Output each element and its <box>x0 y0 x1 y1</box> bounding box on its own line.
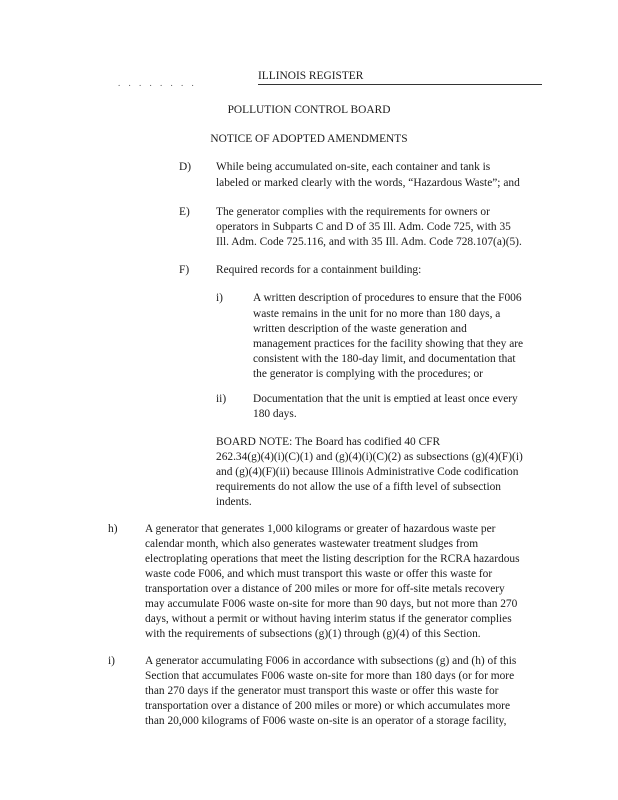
item-fi-line: waste remains in the unit for no more than 180 days, a <box>253 308 501 320</box>
item-fi-line: management practices for the facility showing that they are <box>253 338 524 350</box>
register-title: ILLINOIS REGISTER <box>258 70 364 82</box>
item-h-line: with the requirements of subsections (g)(1) through (g)(4) of this Section. <box>145 628 481 640</box>
item-e-line: The generator complies with the requirements for owners or <box>216 206 490 218</box>
board-title: POLLUTION CONTROL BOARD <box>227 104 391 116</box>
item-i-line: than 20,000 kilograms of F006 waste on-site is an operator of a storage facility, <box>145 715 507 727</box>
item-e-line: operators in Subparts C and D of 35 Ill. Adm. Code 725, with 35 <box>216 221 511 233</box>
item-fi-line: the generator is complying with the procedures; or <box>253 368 483 380</box>
item-h-label: h) <box>108 523 118 535</box>
item-h-line: electroplating operations that meet the listing description for the RCRA hazardous <box>145 553 520 565</box>
board-note-line: BOARD NOTE: The Board has codified 40 CFR <box>216 436 441 448</box>
item-f-line: Required records for a containment building: <box>216 264 422 276</box>
item-fii-line: Documentation that the unit is emptied at least once every <box>253 393 518 405</box>
notice-title: NOTICE OF ADOPTED AMENDMENTS <box>210 133 408 145</box>
item-e-line: Ill. Adm. Code 725.116, and with 35 Ill. Adm. Code 728.107(a)(5). <box>216 236 522 248</box>
header-marks: . . . . . . . . <box>118 78 197 88</box>
item-fi-line: A written description of procedures to ensure that the F006 <box>253 292 522 304</box>
item-h-line: waste code F006, and which must transport this waste or offer this waste for <box>145 568 493 580</box>
board-note-line: 262.34(g)(4)(i)(C)(1) and (g)(4)(i)(C)(2) as subsections (g)(4)(F)(i) <box>216 451 523 463</box>
item-i-line: A generator accumulating F006 in accordance with subsections (g) and (h) of this <box>145 655 517 667</box>
item-i-line: Section that accumulates F006 waste on-site for more than 180 days (or for more <box>145 670 515 682</box>
item-f-label: F) <box>179 264 190 276</box>
item-fii-line: 180 days. <box>253 408 297 420</box>
item-h-line: transportation over a distance of 200 miles or more for off-site metals recovery <box>145 583 505 595</box>
item-fii-label: ii) <box>216 393 227 405</box>
item-h-line: A generator that generates 1,000 kilograms or greater of hazardous waste per <box>145 523 496 535</box>
item-i-line: than 270 days if the generator must transport this waste or offer this waste for <box>145 685 499 697</box>
item-fi-line: consistent with the 180-day limit, and documentation that <box>253 353 516 365</box>
board-note-line: and (g)(4)(F)(ii) because Illinois Administrative Code codification <box>216 466 519 478</box>
item-fi-line: written description of the waste generation and <box>253 323 467 335</box>
item-fi-label: i) <box>216 292 223 304</box>
item-d-line: labeled or marked clearly with the words, “Hazardous Waste”; and <box>216 177 520 189</box>
item-e-label: E) <box>179 206 190 218</box>
item-i-label: i) <box>108 655 115 667</box>
item-h-line: may accumulate F006 waste on-site for more than 90 days, but not more than 270 <box>145 598 518 610</box>
board-note-line: requirements do not allow the use of a fifth level of subsection <box>216 481 502 493</box>
item-h-line: calendar month, which also generates wastewater treatment sludges from <box>145 538 479 550</box>
board-note-line: indents. <box>216 496 252 508</box>
item-d-line: While being accumulated on-site, each container and tank is <box>216 161 491 173</box>
item-h-line: days, without a permit or without having interim status if the generator complies <box>145 613 512 625</box>
item-d-label: D) <box>179 161 192 173</box>
item-i-line: transportation over a distance of 200 miles or more) or which accumulates more <box>145 700 511 712</box>
header-rule <box>258 84 542 85</box>
